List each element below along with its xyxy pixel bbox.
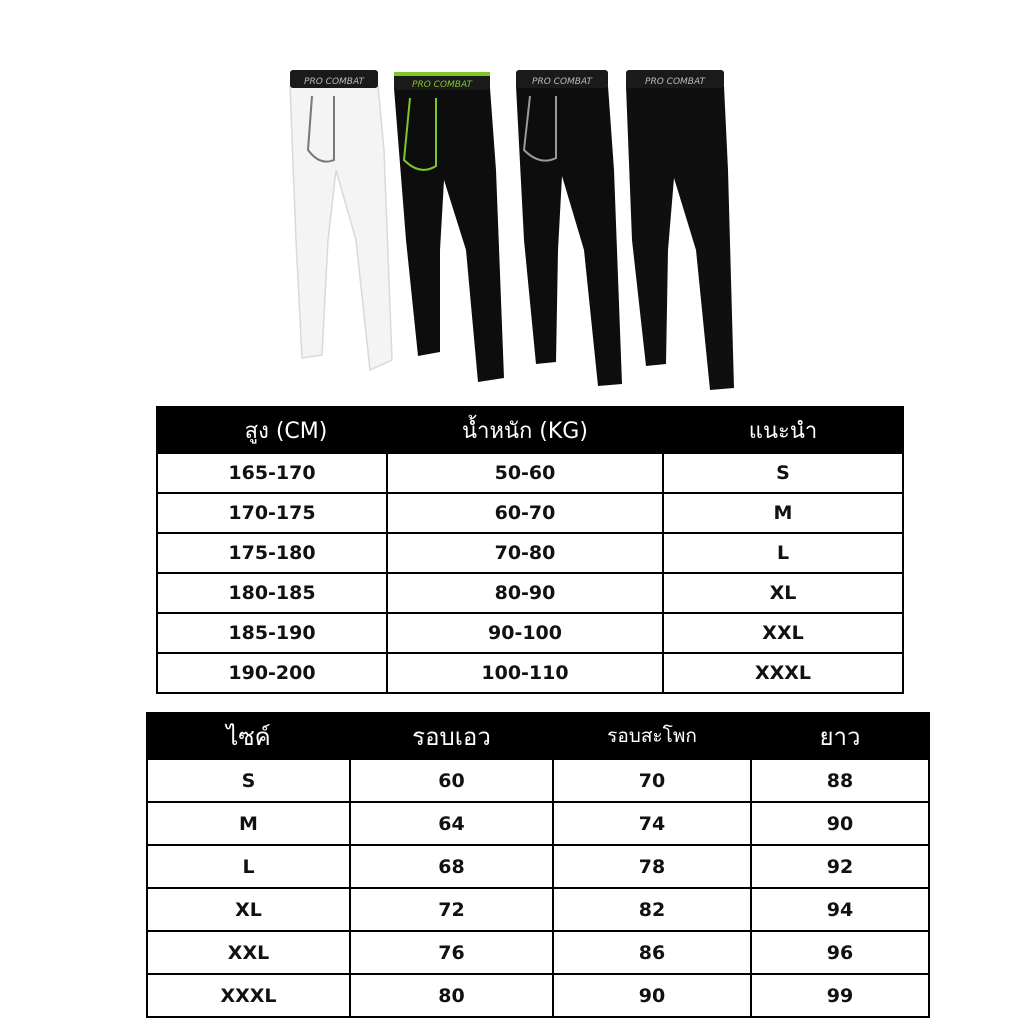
hip-cell: 90 <box>553 974 751 1017</box>
height-cell: 170-175 <box>157 493 387 533</box>
height-cell: 175-180 <box>157 533 387 573</box>
table-row <box>157 493 903 533</box>
size-cell: S <box>663 453 903 493</box>
header-height: สูง (CM) <box>157 407 387 453</box>
table-row <box>157 613 903 653</box>
length-cell: 88 <box>751 759 929 802</box>
weight-cell: 50-60 <box>387 453 663 493</box>
header-length: ยาว <box>751 713 929 759</box>
pants-white-body <box>290 86 392 370</box>
pants-black-green-band-text: PRO COMBAT <box>412 80 472 90</box>
header-hip: รอบสะโพก <box>553 713 751 759</box>
recommendation-header-row <box>157 407 903 453</box>
header-recommended-size: แนะนำ <box>663 407 903 453</box>
header-weight: น้ำหนัก (KG) <box>387 407 663 453</box>
hip-cell: 86 <box>553 931 751 974</box>
hip-cell: 78 <box>553 845 751 888</box>
height-cell: 185-190 <box>157 613 387 653</box>
pants-black-grey-body <box>516 86 622 386</box>
table-row <box>147 888 929 931</box>
weight-cell: 100-110 <box>387 653 663 693</box>
pants-black-green <box>394 72 504 382</box>
weight-cell: 60-70 <box>387 493 663 533</box>
size-cell: XXL <box>663 613 903 653</box>
size-cell: M <box>663 493 903 533</box>
waist-cell: 72 <box>350 888 553 931</box>
size-cell: XL <box>147 888 350 931</box>
pants-white <box>290 70 392 370</box>
size-cell: XXL <box>147 931 350 974</box>
length-cell: 96 <box>751 931 929 974</box>
waist-cell: 60 <box>350 759 553 802</box>
waist-cell: 68 <box>350 845 553 888</box>
waist-cell: 64 <box>350 802 553 845</box>
weight-cell: 70-80 <box>387 533 663 573</box>
hip-cell: 70 <box>553 759 751 802</box>
pants-black-band-text: PRO COMBAT <box>645 77 705 87</box>
size-recommendation-table <box>156 406 904 694</box>
table-row <box>157 533 903 573</box>
measurement-header-row <box>147 713 929 759</box>
product-image-compression-pants <box>0 0 1024 400</box>
hip-cell: 74 <box>553 802 751 845</box>
pants-black-grey-band-text: PRO COMBAT <box>532 77 592 87</box>
table-row <box>157 453 903 493</box>
table-row <box>147 845 929 888</box>
table-row <box>157 653 903 693</box>
pants-black-green-body <box>394 88 504 382</box>
pants-black-body <box>626 86 734 390</box>
table-row <box>147 759 929 802</box>
size-cell: S <box>147 759 350 802</box>
height-cell: 180-185 <box>157 573 387 613</box>
height-cell: 165-170 <box>157 453 387 493</box>
header-size: ไซค์ <box>147 713 350 759</box>
pants-black <box>626 70 734 390</box>
pants-black-green-band-stripe <box>394 72 490 76</box>
table-row <box>147 974 929 1017</box>
weight-cell: 80-90 <box>387 573 663 613</box>
table-row <box>157 573 903 613</box>
weight-cell: 90-100 <box>387 613 663 653</box>
waist-cell: 80 <box>350 974 553 1017</box>
height-cell: 190-200 <box>157 653 387 693</box>
waist-cell: 76 <box>350 931 553 974</box>
pants-black-grey <box>516 70 622 386</box>
pants-white-band-text: PRO COMBAT <box>304 77 364 87</box>
hip-cell: 82 <box>553 888 751 931</box>
size-cell: L <box>147 845 350 888</box>
size-cell: M <box>147 802 350 845</box>
length-cell: 94 <box>751 888 929 931</box>
size-cell: L <box>663 533 903 573</box>
length-cell: 99 <box>751 974 929 1017</box>
size-measurement-table <box>146 712 930 1018</box>
length-cell: 92 <box>751 845 929 888</box>
table-row <box>147 802 929 845</box>
header-waist: รอบเอว <box>350 713 553 759</box>
length-cell: 90 <box>751 802 929 845</box>
size-cell: XL <box>663 573 903 613</box>
size-cell: XXXL <box>663 653 903 693</box>
table-row <box>147 931 929 974</box>
size-cell: XXXL <box>147 974 350 1017</box>
